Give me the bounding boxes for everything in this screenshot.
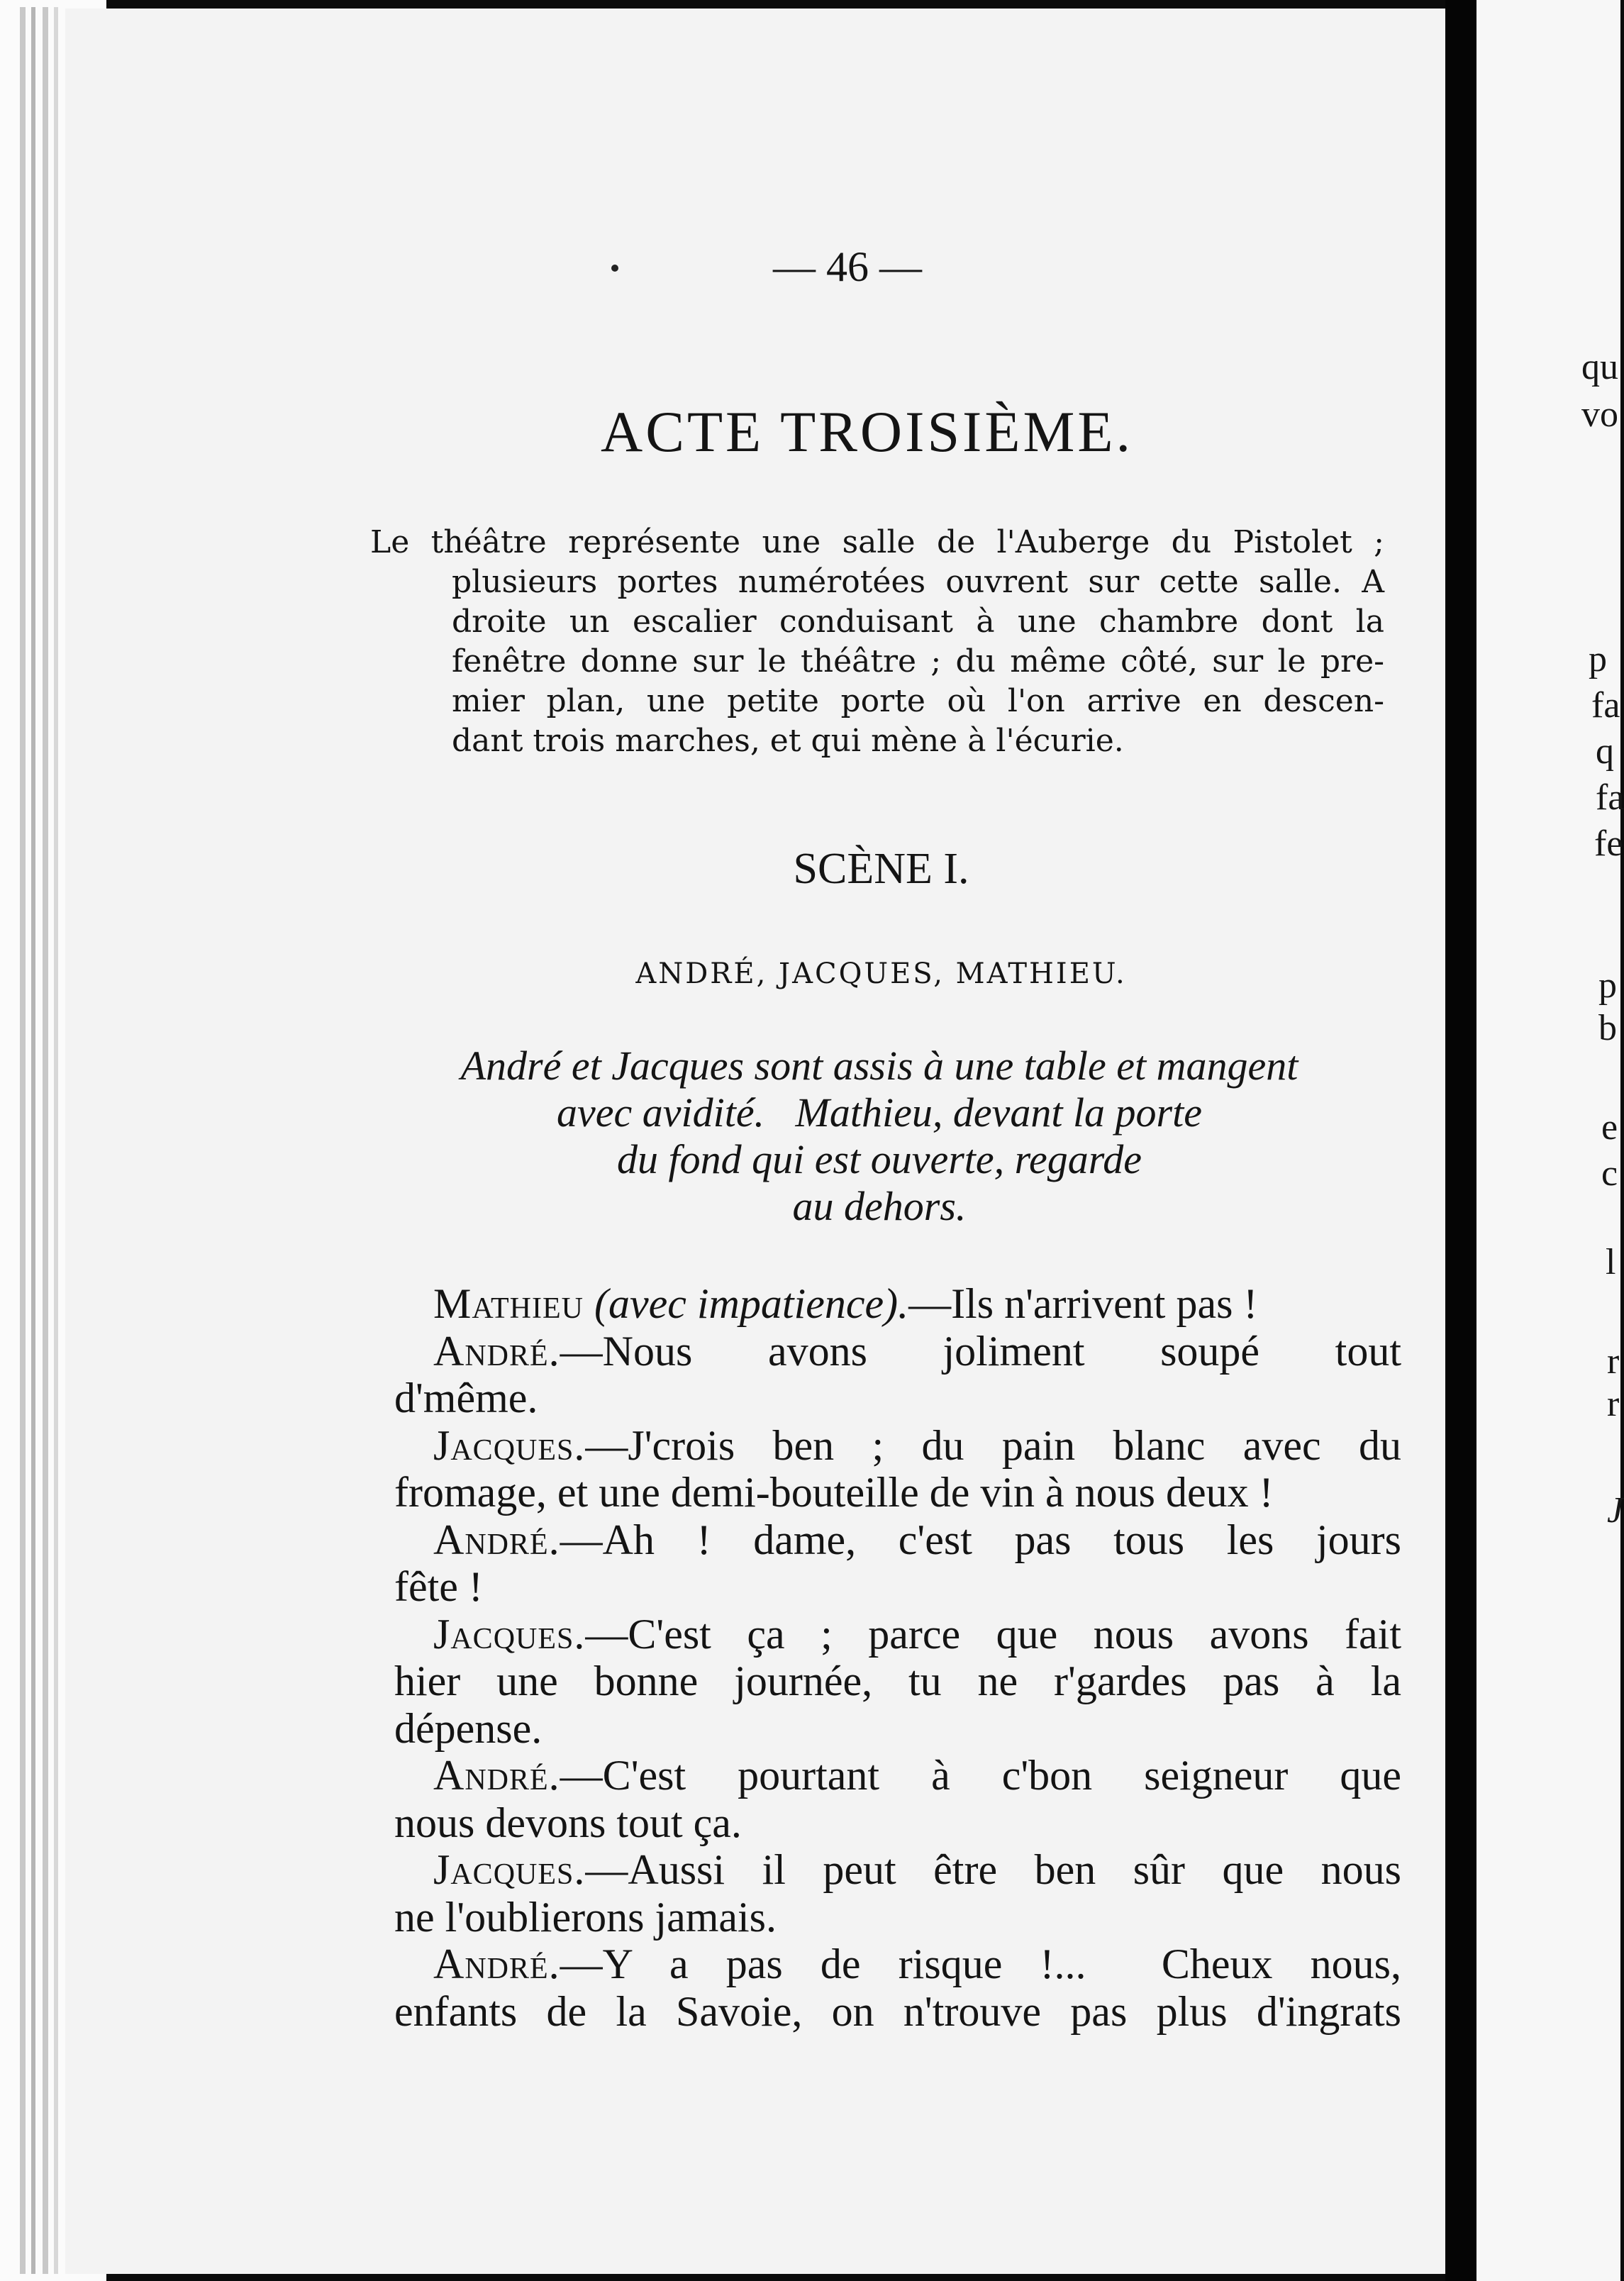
facing-page [1476,0,1624,2281]
speech [394,1280,1401,1328]
stage-line: droite un escalier conduisant à une chambre dont la [452,604,1384,640]
direction-line: du fond qui est ouverte, regarde [617,1136,1142,1182]
direction-line: avec avidité. Mathieu, devant la porte [557,1089,1202,1136]
speaker: Mathieu [433,1280,584,1327]
facing-page-fragment: vo [1581,394,1618,435]
stage-line: fenêtre donne sur le théâtre ; du même côté, sur le pre- [452,643,1384,679]
speech-line [394,1846,1401,1894]
page-stack-line [20,7,26,2274]
facing-page-fragment: q [1596,731,1614,772]
speech-line: dépense. [394,1704,543,1752]
dialogue [394,1280,1401,2035]
direction-line: au dehors. [792,1183,967,1229]
stage-line: plusieurs portes numérotées ouvrent sur cette salle. A [452,564,1384,600]
speech-line: d'même. [394,1375,538,1421]
parenthetical: (avec impatience). [594,1280,909,1327]
stage-line: Le théâtre représente une salle de l'Auberge du Pistolet ; [370,524,1384,560]
speech-line: fête ! [394,1563,483,1610]
speech-line: fromage, et une demi-bouteille de vin à nous deux ! [394,1469,1274,1516]
facing-page-fragment: r [1607,1341,1620,1382]
scene-title: SCÈNE I. [793,845,969,893]
facing-page-fragment: qu [1581,347,1618,387]
facing-page-fragment: e [1601,1107,1618,1148]
stage-description [370,523,1384,761]
speech-text: —C'est pourtant à c'bon seigneur que [560,1752,1401,1799]
speech-line [394,1516,1401,1564]
facing-page-fragment: r [1607,1384,1620,1424]
speech-line: ne l'oublierons jamais. [394,1893,777,1941]
page-stack-line [54,7,58,2274]
speaker: André. [433,1516,560,1563]
speaker: André. [433,1327,560,1375]
page-number: — 46 — [773,243,922,290]
character-list: ANDRÉ, JACQUES, MATHIEU. [635,958,1127,990]
act-title: ACTE TROISIÈME. [601,399,1133,464]
page-stack-line [43,7,48,2274]
speaker: André. [433,1941,560,1987]
speaker: André. [433,1752,560,1799]
facing-page-fragment: fa [1591,685,1620,726]
speaker: Jacques. [433,1846,586,1893]
speech-line [394,1422,1401,1470]
direction-line: André et Jacques sont assis à une table et mangent [460,1043,1298,1089]
speech [394,1846,1401,1941]
speech-text: —Aussi il peut être ben sûr que nous [585,1846,1401,1893]
speech-line [394,1941,1401,1988]
facing-page-fragment: fa [1596,777,1624,818]
speech [394,1752,1401,1846]
speech-text: —Ah ! dame, c'est pas tous les jours [560,1516,1401,1563]
book-gutter [1445,0,1476,2281]
speech-line: nous devons tout ça. [394,1799,742,1846]
speech-line: hier une bonne journée, tu ne r'gardes pas à la [394,1658,1401,1704]
facing-page-fragment: p [1589,639,1607,679]
speech-text: —Nous avons joliment soupé tout [560,1327,1401,1375]
facing-page-fragment: fe [1594,823,1623,864]
speech-text: —J'crois ben ; du pain blanc avec du [585,1421,1401,1469]
speaker: Jacques. [433,1610,586,1658]
ink-dot [611,265,618,272]
speech-text: —C'est ça ; parce que nous avons fait [585,1610,1401,1658]
facing-page-fragment: J [1607,1490,1624,1531]
facing-page-fragment: b [1598,1008,1617,1048]
speech-line: enfants de la Savoie, on n'trouve pas plus d'ingrats [394,1987,1401,2035]
speech-line [394,1280,1401,1328]
speech-text: —Y a pas de risque !... Cheux nous, [560,1941,1401,1987]
facing-page-fragment: l [1606,1242,1616,1282]
facing-page-fragment: c [1601,1153,1618,1194]
speech [394,1422,1401,1516]
stage-line: mier plan, une petite porte où l'on arrive en descen- [452,683,1384,719]
speaker: Jacques. [433,1421,586,1469]
speech [394,1328,1401,1422]
speech [394,1941,1401,2035]
stage-direction [362,1043,1397,1230]
stage-line: dant trois marches, et qui mène à l'écurie. [452,723,1124,759]
speech-line [394,1611,1401,1658]
speech-line [394,1328,1401,1375]
speech [394,1516,1401,1611]
page-stack-line [31,7,35,2274]
speech-text: —Ils n'arrivent pas ! [908,1280,1258,1327]
facing-page-fragment: p [1598,965,1617,1006]
speech-line [394,1752,1401,1799]
speech [394,1611,1401,1753]
